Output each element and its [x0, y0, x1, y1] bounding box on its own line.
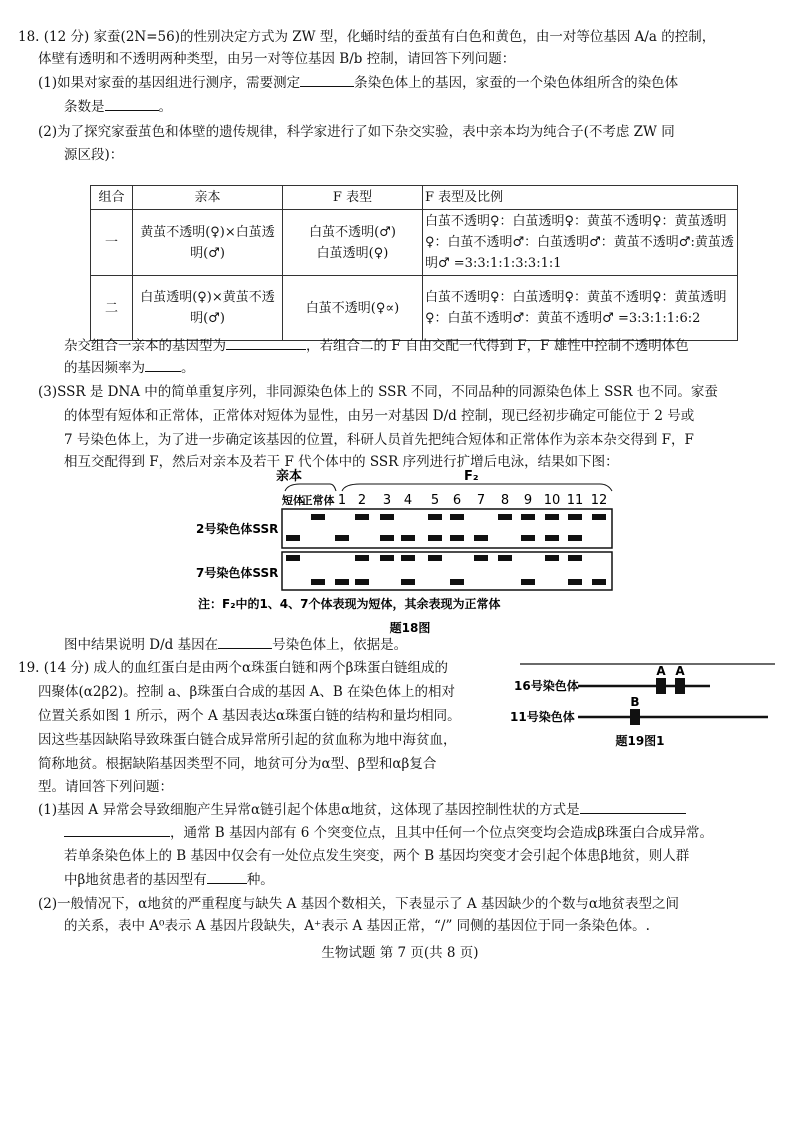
q18-part3-line: 7 号染色体上，为了进一步确定该基因的位置，科研人员首先把纯合短体和正常体作为亲本杂交得到 F，F: [64, 432, 694, 448]
group-cell: 二: [91, 276, 133, 341]
ssr-band: [401, 535, 415, 541]
chromosome-figure: [500, 655, 790, 755]
q18-stem-line-2: 体壁有透明和不透明两种类型，由另一对等位基因 B/b 控制，请回答下列问题：: [38, 51, 516, 67]
q19-part1-cont: 若单条染色体上的 B 基因中仅会有一处位点发生突变，两个 B 基因均突变才会引起个体患β地贫，则人群: [64, 848, 690, 864]
lane-label: 9: [523, 493, 533, 508]
ssr-band: [521, 535, 535, 541]
ssr-band: [498, 514, 512, 520]
ssr-band: [311, 579, 325, 585]
text: 的基因频率为: [64, 360, 145, 376]
group-cell: 一: [91, 210, 133, 276]
gene-a-label: A: [675, 664, 685, 678]
ssr-band: [286, 535, 300, 541]
gene-a-box: [656, 678, 666, 694]
ssr-band: [311, 514, 325, 520]
q19-stem-line: 位置关系如图 1 所示，两个 A 基因表达α珠蛋白链的结构和量均相同。: [38, 708, 461, 724]
q19-part2-line: (2)一般情况下，α地贫的严重程度与缺失 A 基因个数相关，下表显示了 A 基因缺少的个数与α地贫表型之间: [38, 896, 680, 912]
lane-label: 短体: [282, 494, 304, 507]
answer-blank[interactable]: [218, 634, 272, 649]
q19-part2-line: 的关系，表中 A⁰表示 A 基因片段缺失，A⁺表示 A 基因正常，“/” 同侧的基因位于同一条染色体。.: [64, 918, 650, 934]
text: ，通常 B 基因内部有 6 个突变位点，且其中任何一个位点突变均会造成β珠蛋白合成异常。: [170, 825, 713, 841]
q19-part1: [38, 799, 686, 821]
lane-label: 5: [430, 493, 440, 508]
row-label-chr2: 2号染色体SSR: [196, 522, 279, 536]
header-cell: F 表型及比例: [423, 186, 738, 210]
text: 。: [158, 99, 172, 115]
ssr-band: [568, 535, 582, 541]
ssr-band: [545, 535, 559, 541]
ssr-band: [450, 514, 464, 520]
ssr-band: [521, 514, 535, 520]
lane-label: 1: [337, 493, 347, 508]
row-label-chr7: 7号染色体SSR: [196, 566, 279, 580]
text: (1)如果对家蚕的基因组进行测序，需要测定: [38, 75, 301, 91]
gene-a-label: A: [656, 664, 666, 678]
text: 中β地贫患者的基因型有: [64, 872, 207, 888]
lane-label: 12: [590, 493, 608, 508]
ssr-band: [380, 555, 394, 561]
text: 条数是: [64, 99, 105, 115]
header-cell: 组合: [91, 186, 133, 210]
ssr-band: [335, 535, 349, 541]
text: ，若组合二的 F 自由交配一代得到 F，F 雄性中控制不透明体色: [306, 338, 689, 354]
ssr-band: [498, 555, 512, 561]
ssr-band: [335, 579, 349, 585]
f1-phenotype: 白茧透明(♀): [316, 245, 389, 261]
ssr-band: [355, 579, 369, 585]
ssr-band: [592, 579, 606, 585]
text: 图中结果说明 D/d 基因在: [64, 637, 219, 653]
ssr-band: [380, 535, 394, 541]
ssr-band: [450, 579, 464, 585]
text: 。: [181, 360, 195, 376]
q19-stem-line: 因这些基因缺陷导致珠蛋白链合成异常所引起的贫血称为地中海贫血，: [38, 732, 457, 748]
parents-brace: [285, 484, 336, 491]
ssr-band: [545, 514, 559, 520]
figure-caption: 题18图: [389, 621, 431, 635]
text: (1)基因 A 异常会导致细胞产生异常α链引起个体患α地贫，这体现了基因控制性状的方式是: [38, 802, 580, 818]
lane-label: 8: [500, 493, 510, 508]
ssr-band: [428, 535, 442, 541]
ssr-band: [568, 579, 582, 585]
ssr-band: [355, 555, 369, 561]
figure-note: 注：F₂中的1、4、7个体表现为短体，其余表现为正常体: [198, 597, 501, 611]
ssr-band: [450, 535, 464, 541]
text: 杂交组合一亲本的基因型为: [64, 338, 226, 354]
q18-part3-line: 相互交配得到 F，然后对亲本及若干 F 代个体中的 SSR 序列进行扩增后电泳，结果如下图：: [64, 454, 619, 470]
q18-stem-line-1: 18. (12 分) 家蚕(2N=56)的性别决定方式为 ZW 型，化蛹时结的蚕茧有白色和黄色，由一对等位基因 A/a 的控制，: [18, 29, 716, 45]
ssr-band: [401, 555, 415, 561]
lane-label: 11: [566, 493, 584, 508]
ssr-band: [355, 514, 369, 520]
parents-cell: 黄茧不透明(♀)×白茧透明(♂): [133, 210, 283, 276]
lane-label: 7: [476, 493, 486, 508]
ssr-band: [474, 555, 488, 561]
ssr-band: [428, 555, 442, 561]
q19-stem-line: 型。请回答下列问题：: [38, 779, 173, 795]
answer-blank[interactable]: [207, 869, 247, 884]
ssr-band: [521, 579, 535, 585]
ssr-band: [474, 535, 488, 541]
ssr-band: [401, 579, 415, 585]
text: 条染色体上的基因，家蚕的一个染色体组所含的染色体: [354, 75, 679, 91]
q18-part2-line-1: (2)为了探究家蚕茧色和体壁的遗传规律，科学家进行了如下杂交实验，表中亲本均为纯合子(不考虑 ZW 同: [38, 124, 675, 140]
answer-blank[interactable]: [580, 799, 686, 814]
parents-label: 亲本: [276, 469, 303, 484]
ssr-band: [545, 555, 559, 561]
gene-b-box: [630, 709, 640, 725]
ssr-band: [568, 514, 582, 520]
parents-cell: 白茧透明(♀)×黄茧不透明(♂): [133, 276, 283, 341]
f2-cell: 白茧不透明♀：白茧透明♀：黄茧不透明♀：黄茧透明♀：白茧不透明♂：黄茧不透明♂ =3:3:1:1:6:2: [423, 276, 738, 341]
lane-label: 正常体: [301, 494, 335, 507]
lane-label: 2: [357, 493, 367, 508]
gel-box-chr2: [282, 509, 612, 548]
q19-part1-cont: [64, 869, 274, 891]
lane-label: 10: [543, 493, 561, 508]
q19-stem-line: 四聚体(α2β2)。控制 a、β珠蛋白合成的基因 A、B 在染色体上的相对: [38, 684, 456, 700]
answer-blank[interactable]: [64, 822, 170, 837]
q18-part3-line: 的体型有短体和正常体，正常体对短体为显性，由另一对基因 D/d 控制，现已经初步确定可能位于 2 号或: [64, 408, 695, 424]
f2-label: F₂: [464, 469, 479, 484]
ssr-band: [286, 555, 300, 561]
gene-b-label: B: [630, 695, 640, 709]
gene-a-box: [675, 678, 685, 694]
chr16-label: 16号染色体: [514, 679, 579, 693]
ssr-band: [592, 514, 606, 520]
text: 种。: [246, 872, 274, 888]
q18-part2-line-2: 源区段)：: [64, 147, 124, 163]
ssr-band: [568, 555, 582, 561]
chr11-label: 11号染色体: [510, 710, 575, 724]
f2-cell: 白茧不透明♀：白茧透明♀：黄茧不透明♀：黄茧透明♀：白茧不透明♂：白茧透明♂：黄茧不透明♂:黄茧透明♂ =3:3:1:1:3:3:1:1: [423, 210, 738, 276]
lane-label: 6: [452, 493, 462, 508]
ssr-band: [428, 514, 442, 520]
q18-part3-question: [64, 634, 407, 656]
figure-caption: 题19图1: [615, 734, 665, 748]
q19-part1-cont: [64, 822, 713, 844]
lane-label: 3: [382, 493, 392, 508]
header-cell: F 表型: [283, 186, 423, 210]
lane-label: 4: [403, 493, 413, 508]
ssr-band: [380, 514, 394, 520]
page-footer: 生物试题 第 7 页(共 8 页): [321, 945, 479, 961]
header-cell: 亲本: [133, 186, 283, 210]
f1-phenotype: 白茧不透明(♀∝): [305, 300, 400, 316]
gel-box-chr7: [282, 552, 612, 590]
q18-part3-line: (3)SSR 是 DNA 中的简单重复序列，非同源染色体上的 SSR 不同，不同品种的同源染色体上 SSR 也不同。家蚕: [38, 384, 718, 400]
f1-phenotype: 白茧不透明(♂): [309, 224, 396, 240]
q19-stem-line: 简称地贫。根据缺陷基因类型不同，地贫可分为α型、β型和αβ复合: [38, 756, 437, 772]
f2-brace: [342, 484, 612, 491]
text: 号染色体上，依据是。: [272, 637, 408, 653]
q19-stem-line: 19. (14 分) 成人的血红蛋白是由两个α珠蛋白链和两个β珠蛋白链组成的: [18, 660, 448, 676]
